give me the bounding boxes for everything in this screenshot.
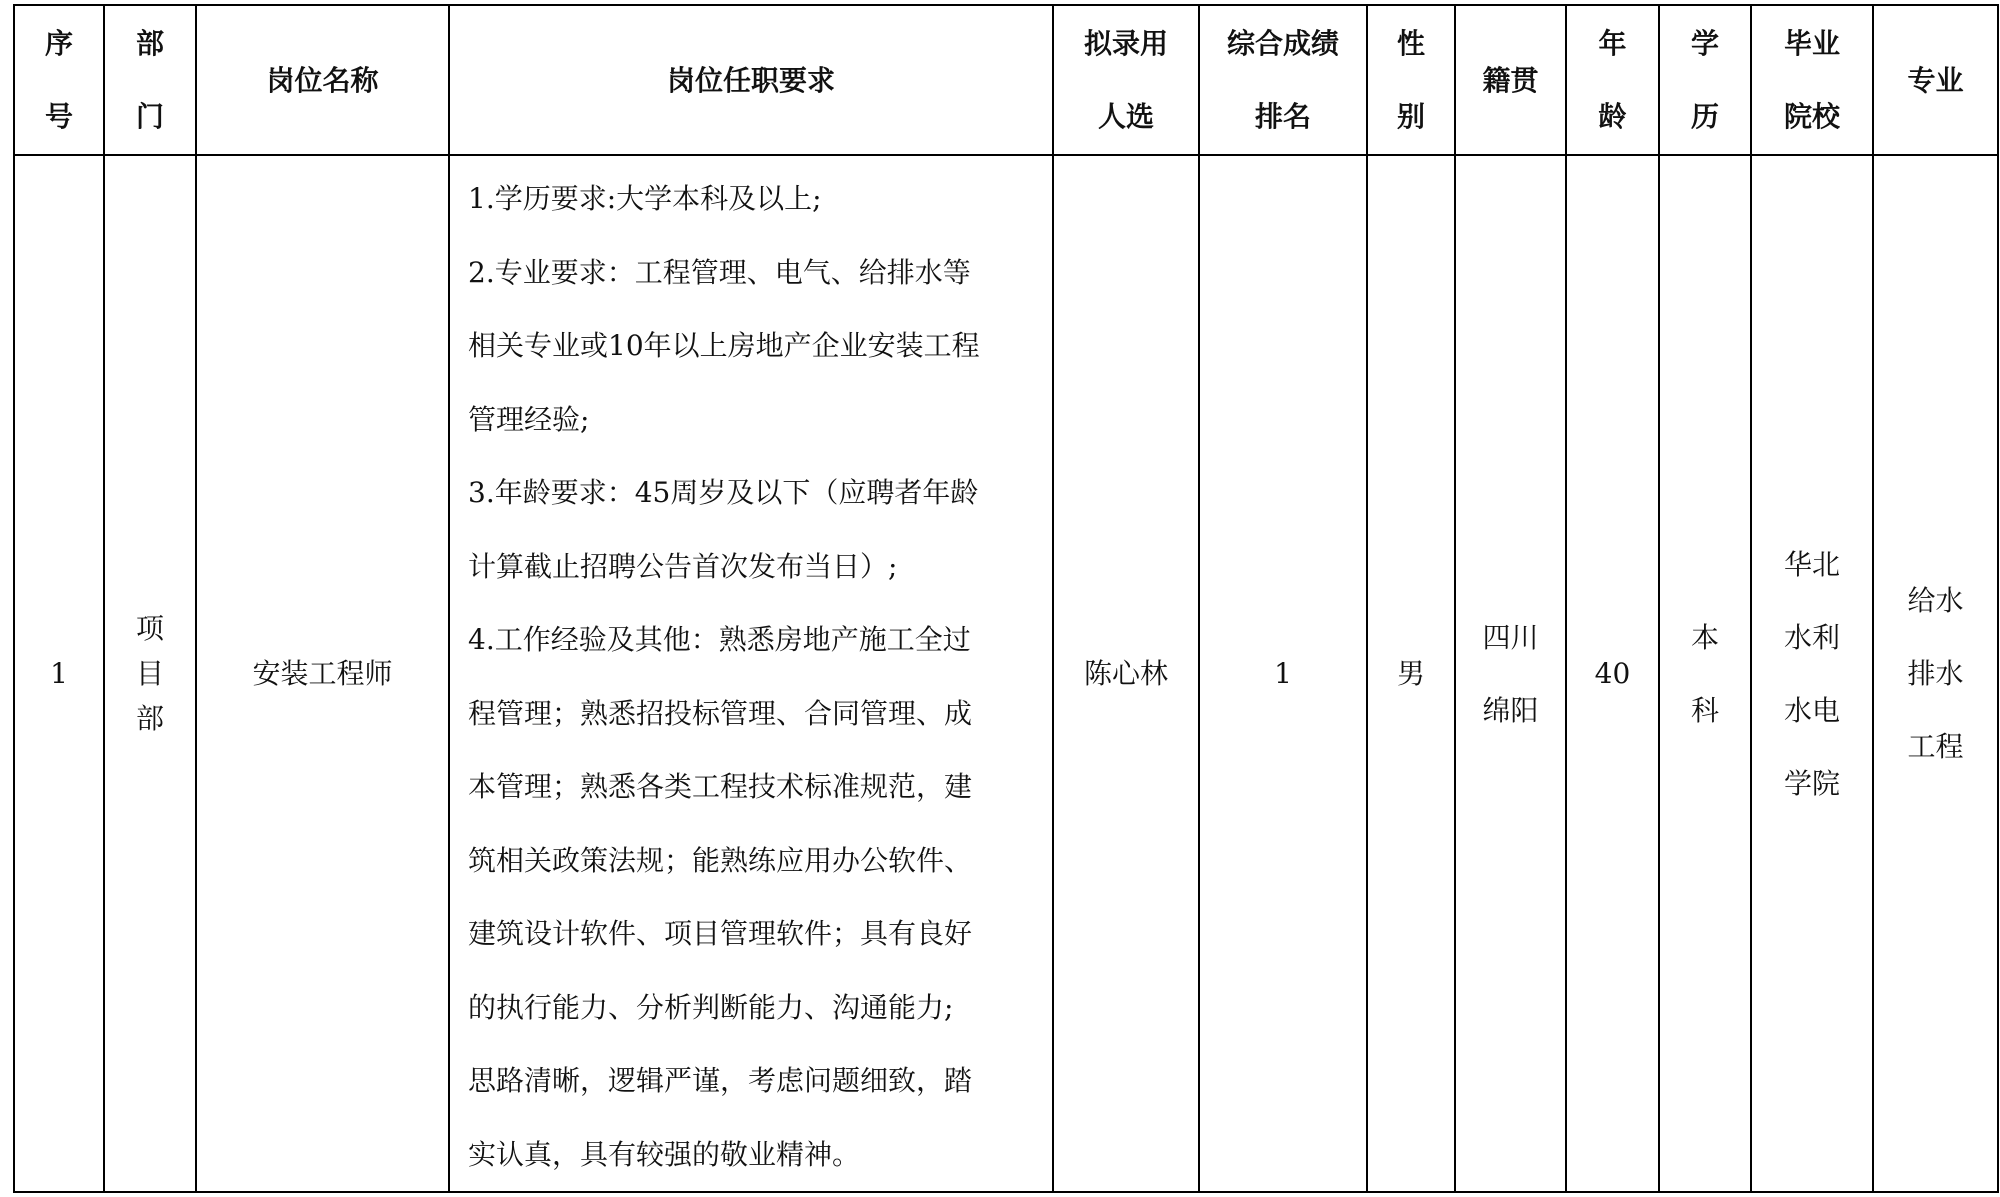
- requirement-line: 建筑设计软件、项目管理软件；具有良好: [468, 917, 973, 950]
- requirement-line: 3.年龄要求：45周岁及以下（应聘者年龄: [468, 476, 979, 509]
- requirement-line: 管理经验;: [468, 402, 590, 436]
- requirement-line: 1.学历要求:大学本科及以上;: [468, 182, 822, 215]
- requirement-line: 本管理；熟悉各类工程技术标准规范，建: [468, 770, 973, 803]
- cell-gender: 男: [1367, 155, 1455, 1192]
- header-seq: 序 号: [14, 5, 104, 155]
- header-rank: 综合成绩 排名: [1199, 5, 1367, 155]
- header-school: 毕业 院校: [1751, 5, 1873, 155]
- requirement-line: 4.工作经验及其他：熟悉房地产施工全过: [468, 623, 971, 656]
- header-gender: 性 别: [1367, 5, 1455, 155]
- header-education: 学 历: [1659, 5, 1751, 155]
- requirement-line: 的执行能力、分析判断能力、沟通能力;: [468, 990, 954, 1024]
- cell-major: 给水 排水 工程: [1873, 155, 1998, 1192]
- cell-age: 40: [1566, 155, 1659, 1192]
- header-candidate: 拟录用 人选: [1053, 5, 1199, 155]
- header-row: [14, 5, 1998, 155]
- cell-candidate: 陈心林: [1053, 155, 1199, 1192]
- header-requirements: 岗位任职要求: [449, 5, 1053, 155]
- requirement-line: 2.专业要求：工程管理、电气、给排水等: [468, 255, 971, 289]
- cell-dept: 项 目 部: [104, 155, 196, 1192]
- recruitment-table: [13, 4, 1999, 1193]
- cell-school: 华北 水利 水电 学院: [1751, 155, 1873, 1192]
- requirement-line: 计算截止招聘公告首次发布当日）;: [468, 549, 898, 583]
- requirement-line: 筑相关政策法规；能熟练应用办公软件、: [468, 843, 973, 877]
- header-major: 专业: [1873, 5, 1998, 155]
- header-age: 年 龄: [1566, 5, 1659, 155]
- requirement-line: 相关专业或10年以上房地产企业安装工程: [468, 329, 980, 362]
- cell-education: 本 科: [1659, 155, 1751, 1192]
- requirement-line: 实认真，具有较强的敬业精神。: [468, 1137, 861, 1171]
- cell-rank: 1: [1199, 155, 1367, 1192]
- cell-position: 安装工程师: [196, 155, 449, 1192]
- header-origin: 籍贯: [1455, 5, 1566, 155]
- table-row: [14, 155, 1998, 1192]
- cell-origin: 四川 绵阳: [1455, 155, 1566, 1192]
- requirement-line: 程管理；熟悉招投标管理、合同管理、成: [468, 696, 973, 730]
- header-dept: 部 门: [104, 5, 196, 155]
- cell-requirements: [449, 155, 1053, 1192]
- requirement-line: 思路清晰，逻辑严谨，考虑问题细致，踏: [468, 1064, 973, 1097]
- header-position: 岗位名称: [196, 5, 449, 155]
- cell-seq: 1: [14, 155, 104, 1192]
